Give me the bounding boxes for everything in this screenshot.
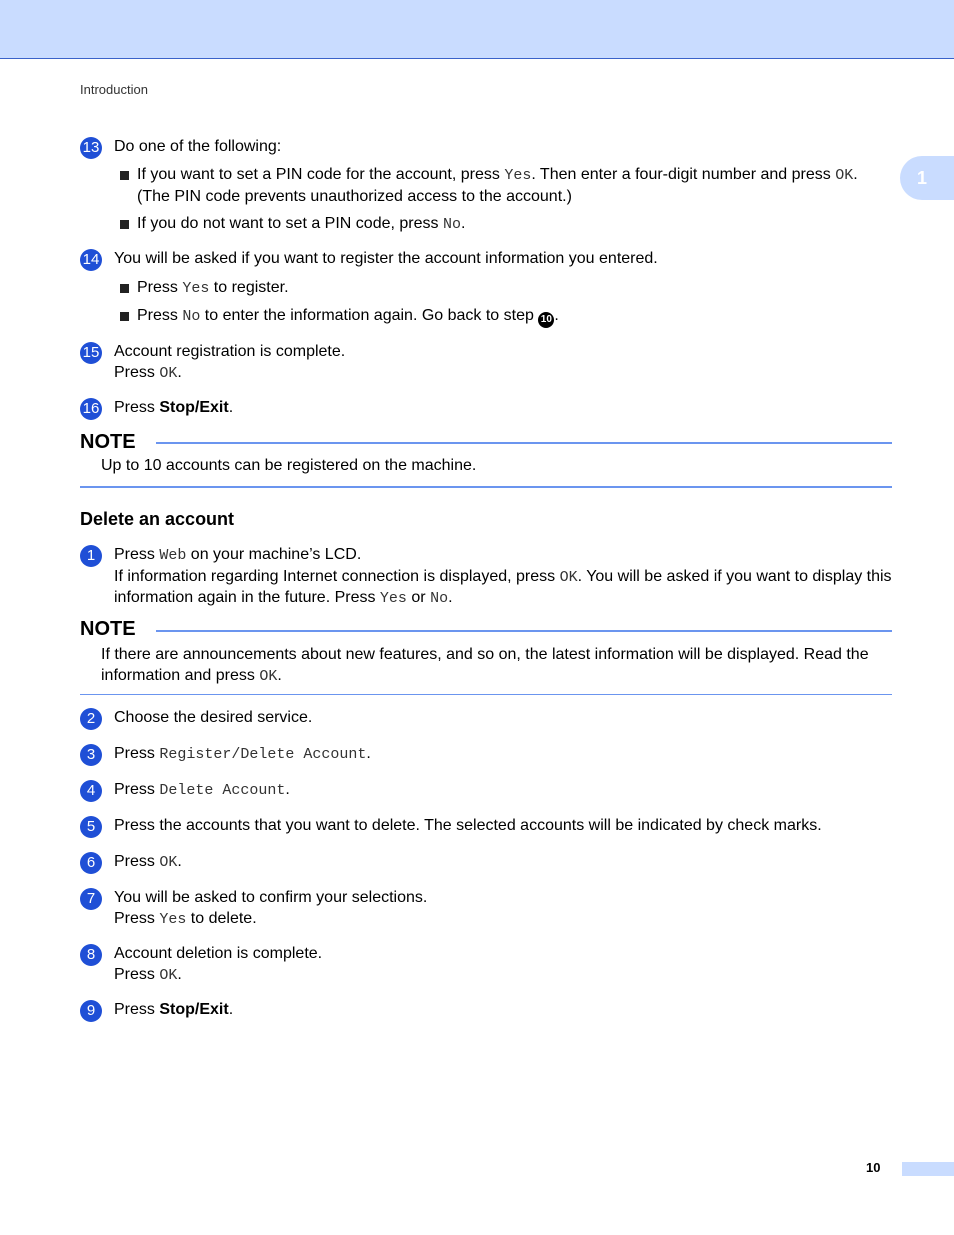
header-band	[0, 0, 954, 59]
note-divider	[156, 442, 892, 444]
note-bottom-divider	[80, 486, 892, 488]
note-text: If there are announcements about new features, and so on, the latest information will be displayed. Read the information and press OK.	[101, 646, 869, 685]
step-number: 4	[80, 780, 102, 802]
step-number: 1	[80, 545, 102, 567]
step-number: 8	[80, 944, 102, 966]
step-number: 14	[80, 249, 102, 271]
note-divider	[156, 630, 892, 632]
stop-exit-key: Stop/Exit	[159, 1001, 229, 1018]
note-bottom-divider	[80, 694, 892, 695]
step-number: 6	[80, 852, 102, 874]
stop-exit-key: Stop/Exit	[159, 399, 229, 416]
note-title: NOTE	[80, 618, 136, 640]
step-number: 9	[80, 1000, 102, 1022]
option-yes: Yes	[504, 167, 532, 184]
step-text: You will be asked if you want to register the account information you entered.	[114, 250, 658, 267]
page-number-bar	[902, 1162, 954, 1176]
step-number: 7	[80, 888, 102, 910]
option-no: No	[442, 216, 461, 233]
option-register-delete-account: Register/Delete Account	[159, 746, 367, 763]
note-title: NOTE	[80, 431, 136, 453]
step-text: Choose the desired service.	[114, 709, 313, 726]
step-number: 13	[80, 137, 102, 159]
option-delete-account: Delete Account	[159, 782, 286, 799]
page-number: 10	[866, 1160, 881, 1175]
option-yes: Yes	[159, 910, 187, 928]
option-no: No	[430, 590, 449, 607]
step-text: Do one of the following:	[114, 138, 282, 155]
option-ok: OK	[159, 966, 178, 984]
option-ok: OK	[559, 568, 578, 586]
breadcrumb: Introduction	[80, 82, 148, 97]
step-number: 3	[80, 744, 102, 766]
option-ok: OK	[159, 854, 178, 871]
chapter-tab[interactable]: 1	[900, 156, 954, 200]
option-ok: OK	[159, 364, 178, 382]
option-yes: Yes	[379, 590, 407, 607]
option-yes: Yes	[182, 280, 210, 297]
step-number: 16	[80, 398, 102, 420]
section-title: Delete an account	[80, 509, 235, 529]
step-text: Press the accounts that you want to delete. The selected accounts will be indicated by check marks.	[114, 817, 822, 834]
option-web: Web	[159, 547, 187, 564]
option-ok: OK	[835, 167, 854, 184]
bullet-square-icon	[120, 220, 129, 229]
step-number: 15	[80, 342, 102, 364]
step-number: 2	[80, 708, 102, 730]
step-number: 5	[80, 816, 102, 838]
bullet-square-icon	[120, 171, 129, 180]
note-text: Up to 10 accounts can be registered on the machine.	[101, 457, 477, 474]
option-no: No	[182, 308, 201, 325]
step-reference-icon[interactable]: 10	[538, 312, 554, 328]
bullet-square-icon	[120, 284, 129, 293]
option-ok: OK	[259, 667, 278, 685]
bullet-square-icon	[120, 312, 129, 321]
